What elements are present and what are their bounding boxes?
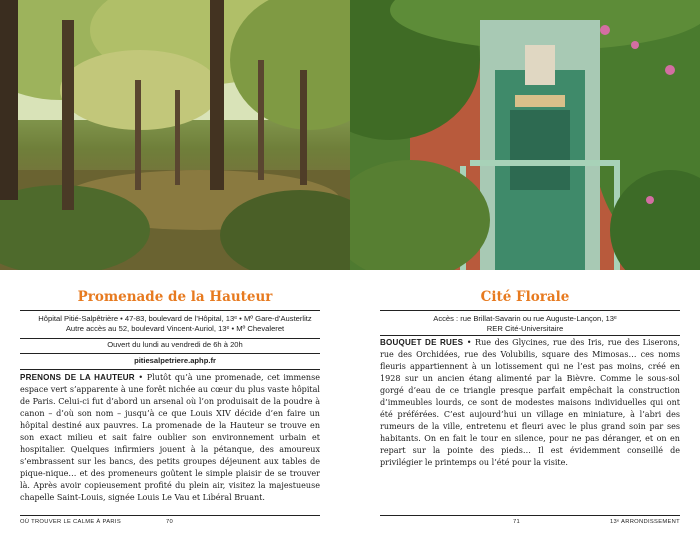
title-rule [380,310,680,311]
place-title: Promenade de la Hauteur [77,289,273,305]
footer-rule [20,515,320,516]
book-title-footer: OÙ TROUVER LE CALME À PARIS [20,519,121,525]
park-photo [0,0,350,270]
right-page [350,0,700,541]
transit-line: RER Cité-Universitaire [486,324,564,333]
body-text [380,337,680,469]
lead-heading: BOUQUET DE RUES [380,338,464,347]
page-number: 71 [513,519,521,525]
page-number: 70 [166,519,174,525]
address-line-1: Hôpital Pitié-Salpêtrière • 47-83, boulevard de l’Hôpital, 13ᵉ • Mº Gare-d’Austerlitz [38,314,312,323]
website-link[interactable]: pitiesalpetriere.aphp.fr [134,356,216,365]
info-rule [380,335,680,336]
address-line-2: Autre accès au 52, boulevard Vincent-Auriol, 13ᵉ • Mº Chevaleret [65,324,285,333]
opening-hours: Ouvert du lundi au vendredi de 6h à 20h [107,340,243,349]
info-rule-1 [20,338,320,339]
lead-heading: PRENONS DE LA HAUTEUR [20,373,135,382]
arrondissement-footer: 13ᵉ ARRONDISSEMENT [609,519,680,525]
house-door-photo [350,0,700,270]
place-title: Cité Florale [480,289,570,305]
title-rule [20,310,320,311]
info-rule-2 [20,353,320,354]
footer-rule [380,515,680,516]
access-line: Accès : rue Brillat-Savarin ou rue Auguste-Lançon, 13ᵉ [433,314,617,323]
body-text [20,372,320,504]
house-door-illustration [350,0,700,270]
park-photo-illustration [0,0,350,270]
info-rule-3 [20,369,320,370]
body-paragraph: • Rue des Glycines, rue des Iris, rue des Liserons, rue des Orchidées, rue des Volubilis, square des Mimosas… ces noms fleuris appartiennent à un lotissement qui ne l’est pas moins, créé en 1928 sur un ancien étang alimenté par la Bièvre. Comme le sous-sol gorgé d’eau de ce triangle presque parfait empêchait la construction d’immeubles lourds, ce sont de modestes maisons individuelles qui ont été préférées. C’est aujourd’hui un village en miniature, à l’abri des rumeurs de la ville, entretenu et fleuri avec le plus grand soin par ses habitants. On en fait le tour en silence, pour ne pas déranger, et on en repart sur la pointe des pieds… Il est évidemment conseillé de privilégier le printemps ou l’été pour la visite. [380,338,680,467]
body-paragraph: • Plutôt qu’à une promenade, cet immense espace vert s’apparente à une forêt nichée au cœur du plus vaste hôpital de Paris. Celui-ci fut d’abord un arsenal où l’on produisait de la poudre à canon – d’où son nom – jusqu’à ce que Louis XIV décide d’en faire un hôpital destiné aux pauvres. La promenade de la Hauteur se trouve en son exact milieu et sait faire oublier son environnement urbain et hospitalier. Quelques infirmiers jouent à la pétanque, des amoureux s’embrassent sur les bancs, des petits groupes déjeunent aux tables de pique-nique… et des promeneurs goûtent le simple plaisir de se trouver là. Après avoir copieusement profité du plein air, visitez la majestueuse chapelle Saint-Louis, signée Louis Le Vau et Libéral Bruant. [20,373,320,502]
